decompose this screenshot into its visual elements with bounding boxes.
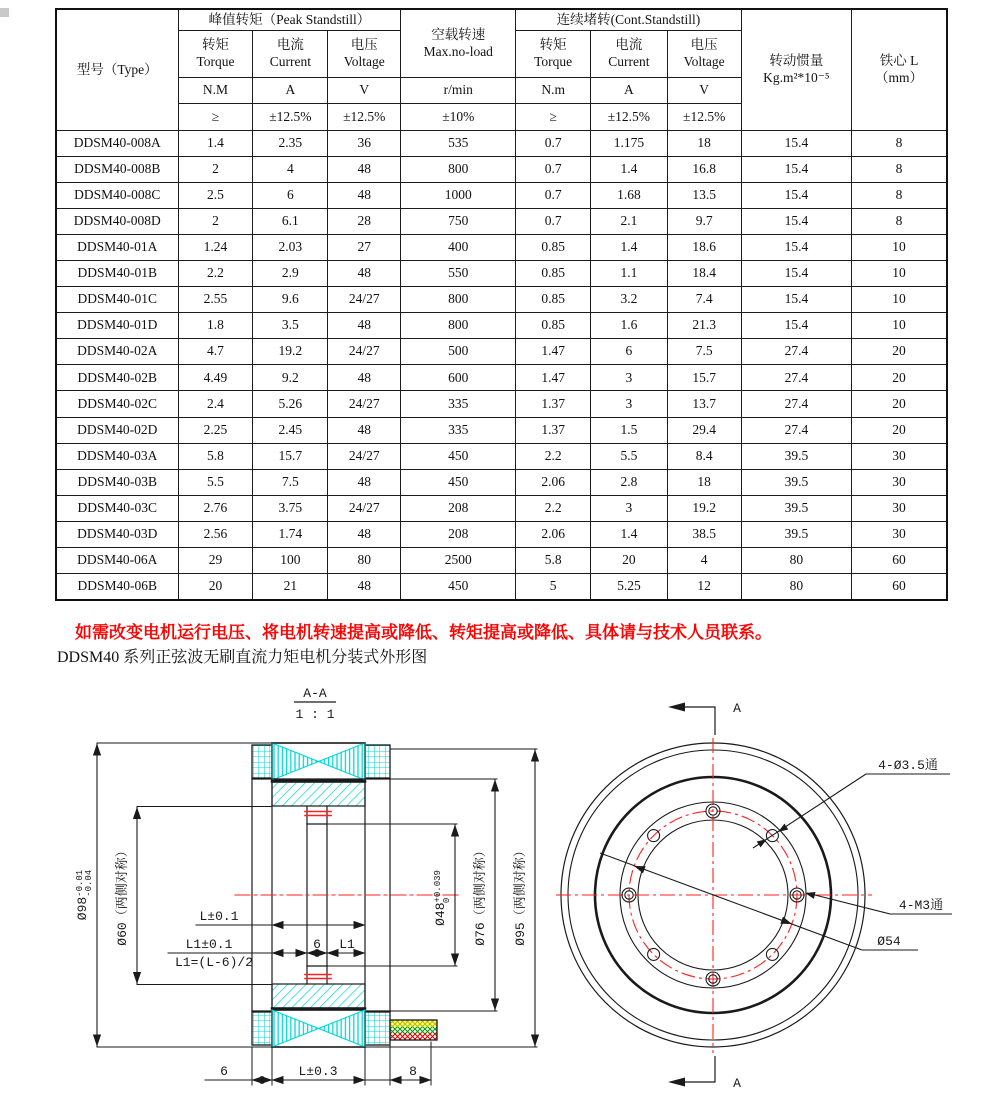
cell-cont-torque: 1.37 (516, 391, 591, 417)
cell-peak-current: 1.74 (253, 521, 328, 547)
cell-inertia: 15.4 (741, 261, 851, 287)
cell-cont-voltage: 18.4 (667, 261, 741, 287)
motor-spec-table (55, 8, 948, 601)
cell-peak-torque: 1.4 (178, 131, 253, 157)
cell-peak-current: 2.45 (253, 417, 328, 443)
cell-cont-current: 3 (591, 365, 668, 391)
scan-artifact (0, 8, 9, 17)
cell-inertia: 39.5 (741, 521, 851, 547)
cell-type: DDSM40-01B (56, 261, 178, 287)
col-header-noload: 空载转速 Max.no-load (401, 9, 516, 78)
cell-type: DDSM40-03B (56, 469, 178, 495)
cell-peak-torque: 2.5 (178, 183, 253, 209)
cell-noload-speed: 335 (401, 391, 516, 417)
col-header-type: 型号（Type） (56, 9, 178, 131)
cell-noload-speed: 450 (401, 469, 516, 495)
cell-inertia: 27.4 (741, 339, 851, 365)
end-view (556, 701, 952, 1091)
cell-core-length: 10 (852, 235, 947, 261)
dim-label-l-bottom: L±0.3 (298, 1064, 338, 1079)
cell-type: DDSM40-008C (56, 183, 178, 209)
cell-cont-torque: 0.7 (516, 183, 591, 209)
group-header-cont: 连续堵转(Cont.Standstill) (516, 9, 741, 31)
table-row (56, 183, 947, 209)
cell-cont-current: 20 (591, 547, 668, 573)
lead-wires-block (390, 1020, 437, 1040)
dim-label-d76: Ø76（两侧对称） (473, 844, 488, 946)
cell-peak-voltage: 48 (328, 469, 401, 495)
cell-cont-voltage: 18 (667, 469, 741, 495)
cell-peak-current: 7.5 (253, 469, 328, 495)
cell-peak-voltage: 24/27 (328, 339, 401, 365)
cell-cont-voltage: 19.2 (667, 495, 741, 521)
cell-core-length: 30 (852, 469, 947, 495)
cell-noload-speed: 400 (401, 235, 516, 261)
cell-cont-current: 2.1 (591, 209, 668, 235)
cell-peak-voltage: 48 (328, 365, 401, 391)
cell-core-length: 8 (852, 157, 947, 183)
unit-torque-1: N.M (178, 78, 253, 104)
cell-cont-voltage: 7.5 (667, 339, 741, 365)
rotor-lamination-top (252, 779, 390, 806)
cell-core-length: 10 (852, 261, 947, 287)
table-row (56, 209, 947, 235)
cell-peak-torque: 2 (178, 209, 253, 235)
cell-cont-torque: 2.2 (516, 443, 591, 469)
cell-peak-voltage: 24/27 (328, 287, 401, 313)
cell-cont-torque: 2.06 (516, 521, 591, 547)
cell-inertia: 15.4 (741, 209, 851, 235)
table-row (56, 287, 947, 313)
cell-peak-torque: 5.8 (178, 443, 253, 469)
tol-torque-2: ≥ (516, 104, 591, 131)
cell-inertia: 15.4 (741, 287, 851, 313)
table-row (56, 443, 947, 469)
cell-noload-speed: 550 (401, 261, 516, 287)
section-scale-label: 1 : 1 (295, 707, 335, 722)
drawing-caption: DDSM40 系列正弦波无刷直流力矩电机分装式外形图 (57, 649, 428, 666)
cell-type: DDSM40-02A (56, 339, 178, 365)
cell-peak-current: 9.6 (253, 287, 328, 313)
cell-cont-current: 1.5 (591, 417, 668, 443)
cell-inertia: 27.4 (741, 365, 851, 391)
section-letter-bottom: A (733, 1076, 741, 1091)
cell-peak-current: 19.2 (253, 339, 328, 365)
table-row (56, 521, 947, 547)
cell-cont-current: 1.4 (591, 521, 668, 547)
cell-noload-speed: 800 (401, 287, 516, 313)
table-row (56, 469, 947, 495)
dim-label-l: L±0.1 (199, 909, 239, 924)
cell-cont-torque: 1.47 (516, 339, 591, 365)
cell-peak-current: 15.7 (253, 443, 328, 469)
table-row (56, 391, 947, 417)
cell-inertia: 39.5 (741, 495, 851, 521)
cell-peak-torque: 1.8 (178, 313, 253, 339)
dim-label-d95: Ø95（两侧对称） (513, 844, 528, 946)
cell-inertia: 27.4 (741, 391, 851, 417)
table-row (56, 339, 947, 365)
unit-current-1: A (253, 78, 328, 104)
cell-peak-torque: 2.76 (178, 495, 253, 521)
cell-type: DDSM40-03D (56, 521, 178, 547)
table-row (56, 365, 947, 391)
cell-peak-torque: 2.56 (178, 521, 253, 547)
cell-core-length: 20 (852, 417, 947, 443)
cell-cont-current: 5.5 (591, 443, 668, 469)
cell-peak-voltage: 27 (328, 235, 401, 261)
table-row (56, 495, 947, 521)
cell-core-length: 30 (852, 521, 947, 547)
cell-type: DDSM40-06B (56, 573, 178, 600)
dim-label-d60: Ø60（两侧对称） (115, 844, 130, 946)
cell-cont-voltage: 8.4 (667, 443, 741, 469)
cell-cont-voltage: 38.5 (667, 521, 741, 547)
cell-type: DDSM40-01C (56, 287, 178, 313)
col-header-inertia: 转动惯量 Kg.m²*10⁻⁵ (741, 9, 851, 131)
cell-noload-speed: 335 (401, 417, 516, 443)
cell-type: DDSM40-01A (56, 235, 178, 261)
cell-noload-speed: 800 (401, 157, 516, 183)
cell-cont-current: 1.1 (591, 261, 668, 287)
cell-cont-torque: 0.7 (516, 157, 591, 183)
cell-peak-current: 21 (253, 573, 328, 600)
cell-peak-current: 100 (253, 547, 328, 573)
callout-tapped-holes (804, 890, 952, 914)
cell-cont-current: 1.6 (591, 313, 668, 339)
cell-core-length: 10 (852, 287, 947, 313)
table-row (56, 157, 947, 183)
cell-peak-current: 2.35 (253, 131, 328, 157)
cell-peak-torque: 2.55 (178, 287, 253, 313)
cell-peak-current: 3.5 (253, 313, 328, 339)
cell-core-length: 30 (852, 495, 947, 521)
cell-cont-current: 3 (591, 391, 668, 417)
cell-type: DDSM40-008A (56, 131, 178, 157)
cell-peak-current: 6 (253, 183, 328, 209)
spec-table-header (56, 9, 947, 131)
cell-peak-torque: 4.7 (178, 339, 253, 365)
cell-peak-torque: 2.4 (178, 391, 253, 417)
cell-type: DDSM40-02D (56, 417, 178, 443)
dim-label-d98: $Ø98^{-0.01}-0.04$ (75, 869, 94, 921)
cell-cont-torque: 5 (516, 573, 591, 600)
cell-peak-torque: 2.2 (178, 261, 253, 287)
cell-peak-voltage: 48 (328, 157, 401, 183)
dim-label-6-mid: 6 (313, 937, 321, 952)
cell-cont-current: 1.4 (591, 235, 668, 261)
cell-cont-current: 5.25 (591, 573, 668, 600)
callout-tapped-holes-label: 4-M3通 (898, 898, 944, 913)
bolt-circle-diameter-line (600, 853, 918, 950)
dim-label-d48: $Ø48^{+0.039}0$ (433, 870, 452, 926)
cell-noload-speed: 2500 (401, 547, 516, 573)
cell-inertia: 80 (741, 573, 851, 600)
callout-d54: Ø54 (877, 934, 901, 949)
cell-cont-voltage: 16.8 (667, 157, 741, 183)
cell-core-length: 60 (852, 573, 947, 600)
stator-winding-bottom (252, 1010, 390, 1047)
cell-inertia: 15.4 (741, 235, 851, 261)
col-header-torque-2: 转矩 Torque (516, 31, 591, 78)
cell-cont-current: 1.68 (591, 183, 668, 209)
group-header-peak: 峰值转矩（Peak Standstill） (178, 9, 401, 31)
cell-noload-speed: 750 (401, 209, 516, 235)
cell-peak-voltage: 48 (328, 417, 401, 443)
cell-peak-current: 6.1 (253, 209, 328, 235)
section-title-label: A-A (303, 686, 327, 701)
cell-peak-voltage: 48 (328, 313, 401, 339)
unit-voltage-2: V (667, 78, 741, 104)
unit-current-2: A (591, 78, 668, 104)
cell-noload-speed: 450 (401, 573, 516, 600)
col-header-current-2: 电流 Current (591, 31, 668, 78)
cell-type: DDSM40-008D (56, 209, 178, 235)
cell-peak-voltage: 24/27 (328, 495, 401, 521)
cell-noload-speed: 208 (401, 495, 516, 521)
cell-core-length: 20 (852, 339, 947, 365)
cell-cont-torque: 5.8 (516, 547, 591, 573)
cell-peak-voltage: 48 (328, 521, 401, 547)
cell-peak-current: 5.26 (253, 391, 328, 417)
cell-cont-voltage: 21.3 (667, 313, 741, 339)
cell-inertia: 15.4 (741, 157, 851, 183)
cell-core-length: 8 (852, 209, 947, 235)
tol-current-1: ±12.5% (253, 104, 328, 131)
cell-cont-torque: 2.06 (516, 469, 591, 495)
table-row (56, 313, 947, 339)
unit-torque-2: N.m (516, 78, 591, 104)
cell-inertia: 15.4 (741, 183, 851, 209)
magnet-notch-top (305, 806, 331, 824)
cell-inertia: 80 (741, 547, 851, 573)
cell-core-length: 10 (852, 313, 947, 339)
cell-peak-voltage: 24/27 (328, 391, 401, 417)
cell-core-length: 60 (852, 547, 947, 573)
col-header-torque-1: 转矩 Torque (178, 31, 253, 78)
table-row (56, 261, 947, 287)
cell-cont-voltage: 18.6 (667, 235, 741, 261)
tol-current-2: ±12.5% (591, 104, 668, 131)
section-title (294, 686, 336, 722)
cell-cont-voltage: 7.4 (667, 287, 741, 313)
cell-peak-voltage: 24/27 (328, 443, 401, 469)
cell-cont-current: 1.4 (591, 157, 668, 183)
cell-cont-torque: 0.7 (516, 131, 591, 157)
cell-core-length: 30 (852, 443, 947, 469)
cell-cont-voltage: 15.7 (667, 365, 741, 391)
cell-cont-voltage: 13.5 (667, 183, 741, 209)
cell-cont-torque: 1.37 (516, 417, 591, 443)
magnet-notch-bottom (305, 966, 331, 984)
section-mark-top (668, 701, 741, 735)
cell-inertia: 15.4 (741, 131, 851, 157)
cell-type: DDSM40-03C (56, 495, 178, 521)
cell-type: DDSM40-01D (56, 313, 178, 339)
section-letter-top: A (733, 701, 741, 716)
cell-cont-voltage: 18 (667, 131, 741, 157)
unit-voltage-1: V (328, 78, 401, 104)
cell-core-length: 8 (852, 131, 947, 157)
cell-cont-torque: 0.85 (516, 235, 591, 261)
dim-label-l1-formula: L1=(L-6)/2 (174, 955, 254, 970)
section-mark-bottom (668, 1056, 741, 1091)
cell-peak-voltage: 48 (328, 261, 401, 287)
dim-label-8-bottom: 8 (409, 1064, 417, 1079)
cell-cont-voltage: 9.7 (667, 209, 741, 235)
cell-inertia: 27.4 (741, 417, 851, 443)
col-header-core: 铁心 L （mm） (852, 9, 947, 131)
cell-cont-current: 3.2 (591, 287, 668, 313)
table-row (56, 547, 947, 573)
tol-voltage-2: ±12.5% (667, 104, 741, 131)
cell-cont-voltage: 4 (667, 547, 741, 573)
cross-section-view (75, 743, 537, 1085)
table-row (56, 131, 947, 157)
cell-noload-speed: 1000 (401, 183, 516, 209)
cell-cont-current: 2.8 (591, 469, 668, 495)
col-header-voltage-2: 电压 Voltage (667, 31, 741, 78)
tol-speed: ±10% (401, 104, 516, 131)
cell-type: DDSM40-02C (56, 391, 178, 417)
cell-cont-current: 6 (591, 339, 668, 365)
callout-through-holes-label: 4-Ø3.5通 (878, 758, 938, 773)
col-header-voltage-1: 电压 Voltage (328, 31, 401, 78)
cell-cont-current: 1.175 (591, 131, 668, 157)
cell-peak-torque: 2 (178, 157, 253, 183)
cell-inertia: 15.4 (741, 313, 851, 339)
tol-voltage-1: ±12.5% (328, 104, 401, 131)
cell-peak-current: 3.75 (253, 495, 328, 521)
cell-type: DDSM40-008B (56, 157, 178, 183)
cell-peak-voltage: 80 (328, 547, 401, 573)
cell-core-length: 8 (852, 183, 947, 209)
cell-peak-current: 2.03 (253, 235, 328, 261)
cell-peak-torque: 20 (178, 573, 253, 600)
cell-peak-torque: 1.24 (178, 235, 253, 261)
cell-inertia: 39.5 (741, 443, 851, 469)
cell-cont-torque: 0.85 (516, 313, 591, 339)
cell-peak-voltage: 48 (328, 573, 401, 600)
cell-cont-torque: 2.2 (516, 495, 591, 521)
cell-core-length: 20 (852, 365, 947, 391)
cell-cont-voltage: 12 (667, 573, 741, 600)
cell-cont-torque: 0.85 (516, 261, 591, 287)
dim-label-l1-short: L1 (339, 937, 355, 952)
cell-cont-voltage: 13.7 (667, 391, 741, 417)
dim-label-l1: L1±0.1 (185, 937, 233, 952)
cell-noload-speed: 450 (401, 443, 516, 469)
cell-cont-torque: 0.7 (516, 209, 591, 235)
dim-label-6-bottom: 6 (220, 1064, 228, 1079)
cell-noload-speed: 535 (401, 131, 516, 157)
warning-note: 如需改变电机运行电压、将电机转速提高或降低、转矩提高或降低、具体请与技术人员联系。 (75, 623, 772, 642)
col-header-current-1: 电流 Current (253, 31, 328, 78)
cell-peak-torque: 29 (178, 547, 253, 573)
cell-peak-torque: 4.49 (178, 365, 253, 391)
stator-winding-top (252, 743, 390, 780)
rotor-lamination-bottom (252, 984, 390, 1011)
cell-noload-speed: 208 (401, 521, 516, 547)
cell-type: DDSM40-06A (56, 547, 178, 573)
cell-peak-torque: 2.25 (178, 417, 253, 443)
outline-drawing (0, 674, 1000, 1112)
cell-cont-torque: 0.85 (516, 287, 591, 313)
cell-peak-torque: 5.5 (178, 469, 253, 495)
cell-peak-voltage: 36 (328, 131, 401, 157)
cell-peak-current: 2.9 (253, 261, 328, 287)
spec-table-body (56, 131, 947, 600)
table-row (56, 573, 947, 600)
cell-peak-voltage: 48 (328, 183, 401, 209)
cell-core-length: 20 (852, 391, 947, 417)
tol-torque-1: ≥ (178, 104, 253, 131)
table-row (56, 417, 947, 443)
cell-peak-current: 9.2 (253, 365, 328, 391)
unit-speed: r/min (401, 78, 516, 104)
cell-noload-speed: 600 (401, 365, 516, 391)
callout-through-holes (753, 758, 950, 848)
cell-peak-current: 4 (253, 157, 328, 183)
cell-type: DDSM40-03A (56, 443, 178, 469)
cell-peak-voltage: 28 (328, 209, 401, 235)
table-row (56, 235, 947, 261)
cell-cont-torque: 1.47 (516, 365, 591, 391)
cell-cont-voltage: 29.4 (667, 417, 741, 443)
cell-cont-current: 3 (591, 495, 668, 521)
cell-noload-speed: 800 (401, 313, 516, 339)
cell-type: DDSM40-02B (56, 365, 178, 391)
cell-inertia: 39.5 (741, 469, 851, 495)
cell-noload-speed: 500 (401, 339, 516, 365)
